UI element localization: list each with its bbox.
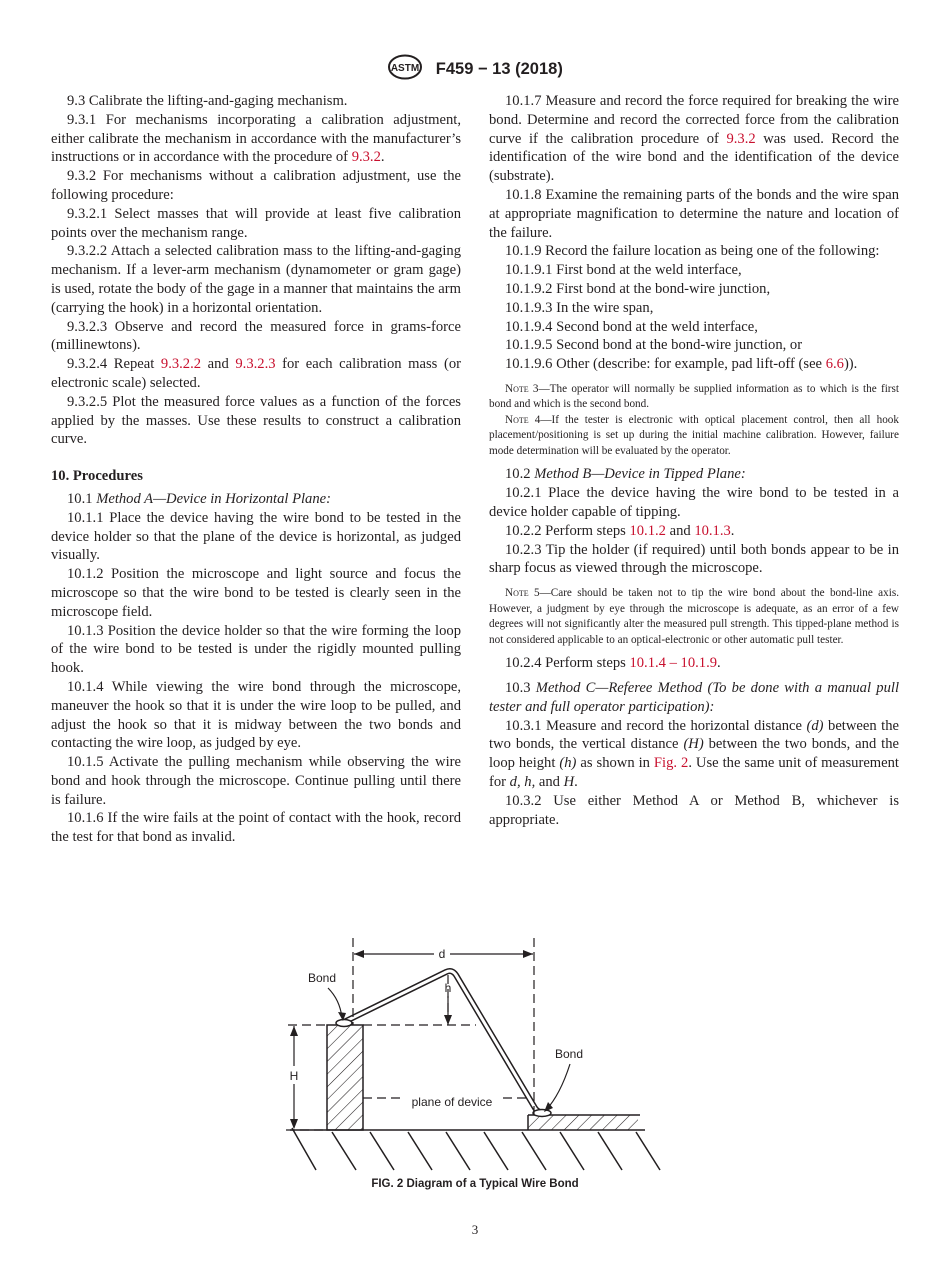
para-9-3-2: 9.3.2 For mechanisms without a calibration adjustment, use the following procedure:	[51, 168, 461, 203]
label-plane: plane of device	[411, 1095, 493, 1109]
xref-link[interactable]: 9.3.2.3	[235, 356, 276, 373]
para-9-3-1: 9.3.1 For mechanisms incorporating a calibration adjustment, either calibrate the mechanism in accordance with the manufacturer’s instructions or in accordance with the procedure of 9.3.2.	[51, 111, 461, 166]
page-header	[0, 54, 950, 85]
right-pad	[528, 1115, 638, 1130]
para-10-1: 10.1 Method A—Device in Horizontal Plane:	[67, 490, 331, 507]
note-5: Note 5—Care should be taken not to tip the wire bond about the bond-line axis. However, a judgment by eye through the microscope is adequate, as an error of a few degrees will not significantly alter the measured pull strength. This tipped-plane method is not considered applicable to an optical-electronic or other automatic pull tester.	[489, 587, 899, 646]
para-10-3: 10.3 Method C—Referee Method (To be done with a manual pull tester and full operator participation):	[489, 680, 899, 715]
label-d: d	[438, 947, 446, 961]
para-9-3-2-4: 9.3.2.4 Repeat 9.3.2.2 and 9.3.2.3 for each calibration mass (or electronic scale) selected.	[51, 356, 461, 391]
note-4: Note 4—If the tester is electronic with optical placement control, then all hook placement/positioning is set up during the initial machine calibration. However, failure mode determination will be evaluated by the operator.	[489, 413, 899, 457]
para-10-2: 10.2 Method B—Device in Tipped Plane:	[505, 466, 746, 483]
left-pillar	[327, 1025, 363, 1130]
para-10-1-9-2: 10.1.9.2 First bond at the bond-wire junction,	[505, 280, 771, 297]
xref-link[interactable]: 9.3.2	[726, 130, 756, 147]
para-10-1-9: 10.1.9 Record the failure location as being one of the following:	[505, 243, 880, 260]
para-10-1-8: 10.1.8 Examine the remaining parts of the bonds and the wire span at appropriate magnification to determine the nature and location of the failure.	[489, 186, 899, 241]
para-10-2-3: 10.2.3 Tip the holder (if required) until both bonds appear to be in sharp focus as viewed through the microscope.	[489, 541, 899, 577]
label-bond-first: Bond	[308, 971, 337, 985]
xref-link[interactable]: 9.3.2.2	[160, 356, 202, 373]
para-9-3-2-2: 9.3.2.2 Attach a selected calibration mass to the lifting-and-gaging mechanism. If a lever-arm mechanism (dynamometer or gram gage) is used, rotate the body of the gage in a manner that maintains the arm (carrying the hook) in a horizontal orientation.	[51, 243, 461, 316]
first-bond	[336, 1020, 352, 1027]
label-h: h	[444, 981, 452, 995]
para-9-3-2-1: 9.3.2.1 Select masses that will provide at least five calibration points over the mechanism range.	[51, 205, 461, 241]
para-10-1-1: 10.1.1 Place the device having the wire bond to be tested in the device holder so that the plane of the device is horizontal, as judged visually.	[51, 509, 461, 564]
right-column	[489, 92, 899, 829]
para-10-3-1: 10.3.1 Measure and record the horizontal distance (d) between the two bonds, the vertical distance (H) between the two bonds, and the loop height (h) as shown in Fig. 2. Use the same unit of measurement for d, h, and H.	[489, 717, 900, 791]
para-10-1-2: 10.1.2 Position the microscope and light source and focus the microscope so that the wire bond to be tested is clearly seen in the microscope field.	[51, 566, 461, 620]
para-10-2-2: 10.2.2 Perform steps 10.1.2 and 10.1.3.	[505, 522, 735, 539]
para-10-1-9-5: 10.1.9.5 Second bond at the bond-wire junction, or	[505, 337, 803, 354]
xref-link[interactable]: 6.6	[825, 356, 844, 373]
xref-link[interactable]: 9.3.2	[351, 149, 381, 166]
para-10-1-9-6: 10.1.9.6 Other (describe: for example, pad lift-off (see 6.6)).	[505, 356, 858, 373]
second-bond	[533, 1110, 551, 1117]
svg-text:ASTM: ASTM	[391, 63, 420, 74]
para-10-1-5: 10.1.5 Activate the pulling mechanism while observing the wire bond and hook through the microscope. Continue pulling until there is failure.	[51, 754, 461, 808]
xref-link[interactable]: 10.1.4 – 10.1.9	[629, 655, 718, 672]
para-10-1-6: 10.1.6 If the wire fails at the point of contact with the hook, record the test for that bond as invalid.	[51, 810, 461, 846]
note-3: Note 3—The operator will normally be supplied information as to which is the first bond and which is the second bond.	[489, 382, 899, 411]
label-bond-second: Bond	[555, 1047, 584, 1061]
ground-hatching	[292, 1128, 660, 1170]
left-column	[51, 92, 461, 847]
wire-bond-diagram	[280, 930, 670, 1180]
para-10-1-9-3: 10.1.9.3 In the wire span,	[505, 299, 654, 316]
para-10-2-1: 10.2.1 Place the device having the wire bond to be tested in a device holder capable of tipping.	[489, 485, 899, 521]
para-10-1-3: 10.1.3 Position the device holder so that the wire forming the loop of the wire bond to be tested is under the rigidly mounted pulling hook.	[51, 622, 461, 677]
figure-caption: FIG. 2 Diagram of a Typical Wire Bond	[371, 1178, 579, 1190]
xref-link[interactable]: 10.1.3	[694, 522, 731, 539]
standard-designation: F459 − 13 (2018)	[435, 60, 563, 78]
label-H: H	[289, 1069, 299, 1083]
para-10-3-2: 10.3.2 Use either Method A or Method B, whichever is appropriate.	[489, 792, 899, 828]
para-10-1-9-1: 10.1.9.1 First bond at the weld interface,	[505, 262, 742, 279]
para-10-1-4: 10.1.4 While viewing the wire bond through the microscope, maneuver the hook so that it is under the wire loop to be pulled, and adjust the hook so that it is midway between the two bonds and contacting the wire loop, as judged by eye.	[51, 678, 461, 752]
para-10-2-4: 10.2.4 Perform steps 10.1.4 – 10.1.9.	[505, 655, 721, 672]
para-9-3-2-3: 9.3.2.3 Observe and record the measured force in grams-force (millinewtons).	[51, 318, 461, 354]
xref-link[interactable]: 10.1.2	[629, 522, 666, 539]
para-10-1-7: 10.1.7 Measure and record the force required for breaking the wire bond. Determine and record the corrected force from the calibration curve if the calibration procedure of 9.3.2 was used. Record the identification of the wire bond and the identification of the device (substrate).	[489, 93, 899, 185]
para-10-1-9-4: 10.1.9.4 Second bond at the weld interface,	[505, 318, 758, 335]
xref-link[interactable]: Fig. 2	[653, 755, 689, 772]
astm-logo-icon	[387, 54, 423, 85]
para-9-3-2-5: 9.3.2.5 Plot the measured force values as a function of the forces applied by the masses. Use these results to construct a calibration curve.	[51, 393, 461, 448]
section-heading: 10. Procedures	[51, 468, 143, 485]
para-9-3: 9.3 Calibrate the lifting-and-gaging mechanism.	[67, 93, 348, 109]
page-number: 3	[471, 1222, 479, 1237]
